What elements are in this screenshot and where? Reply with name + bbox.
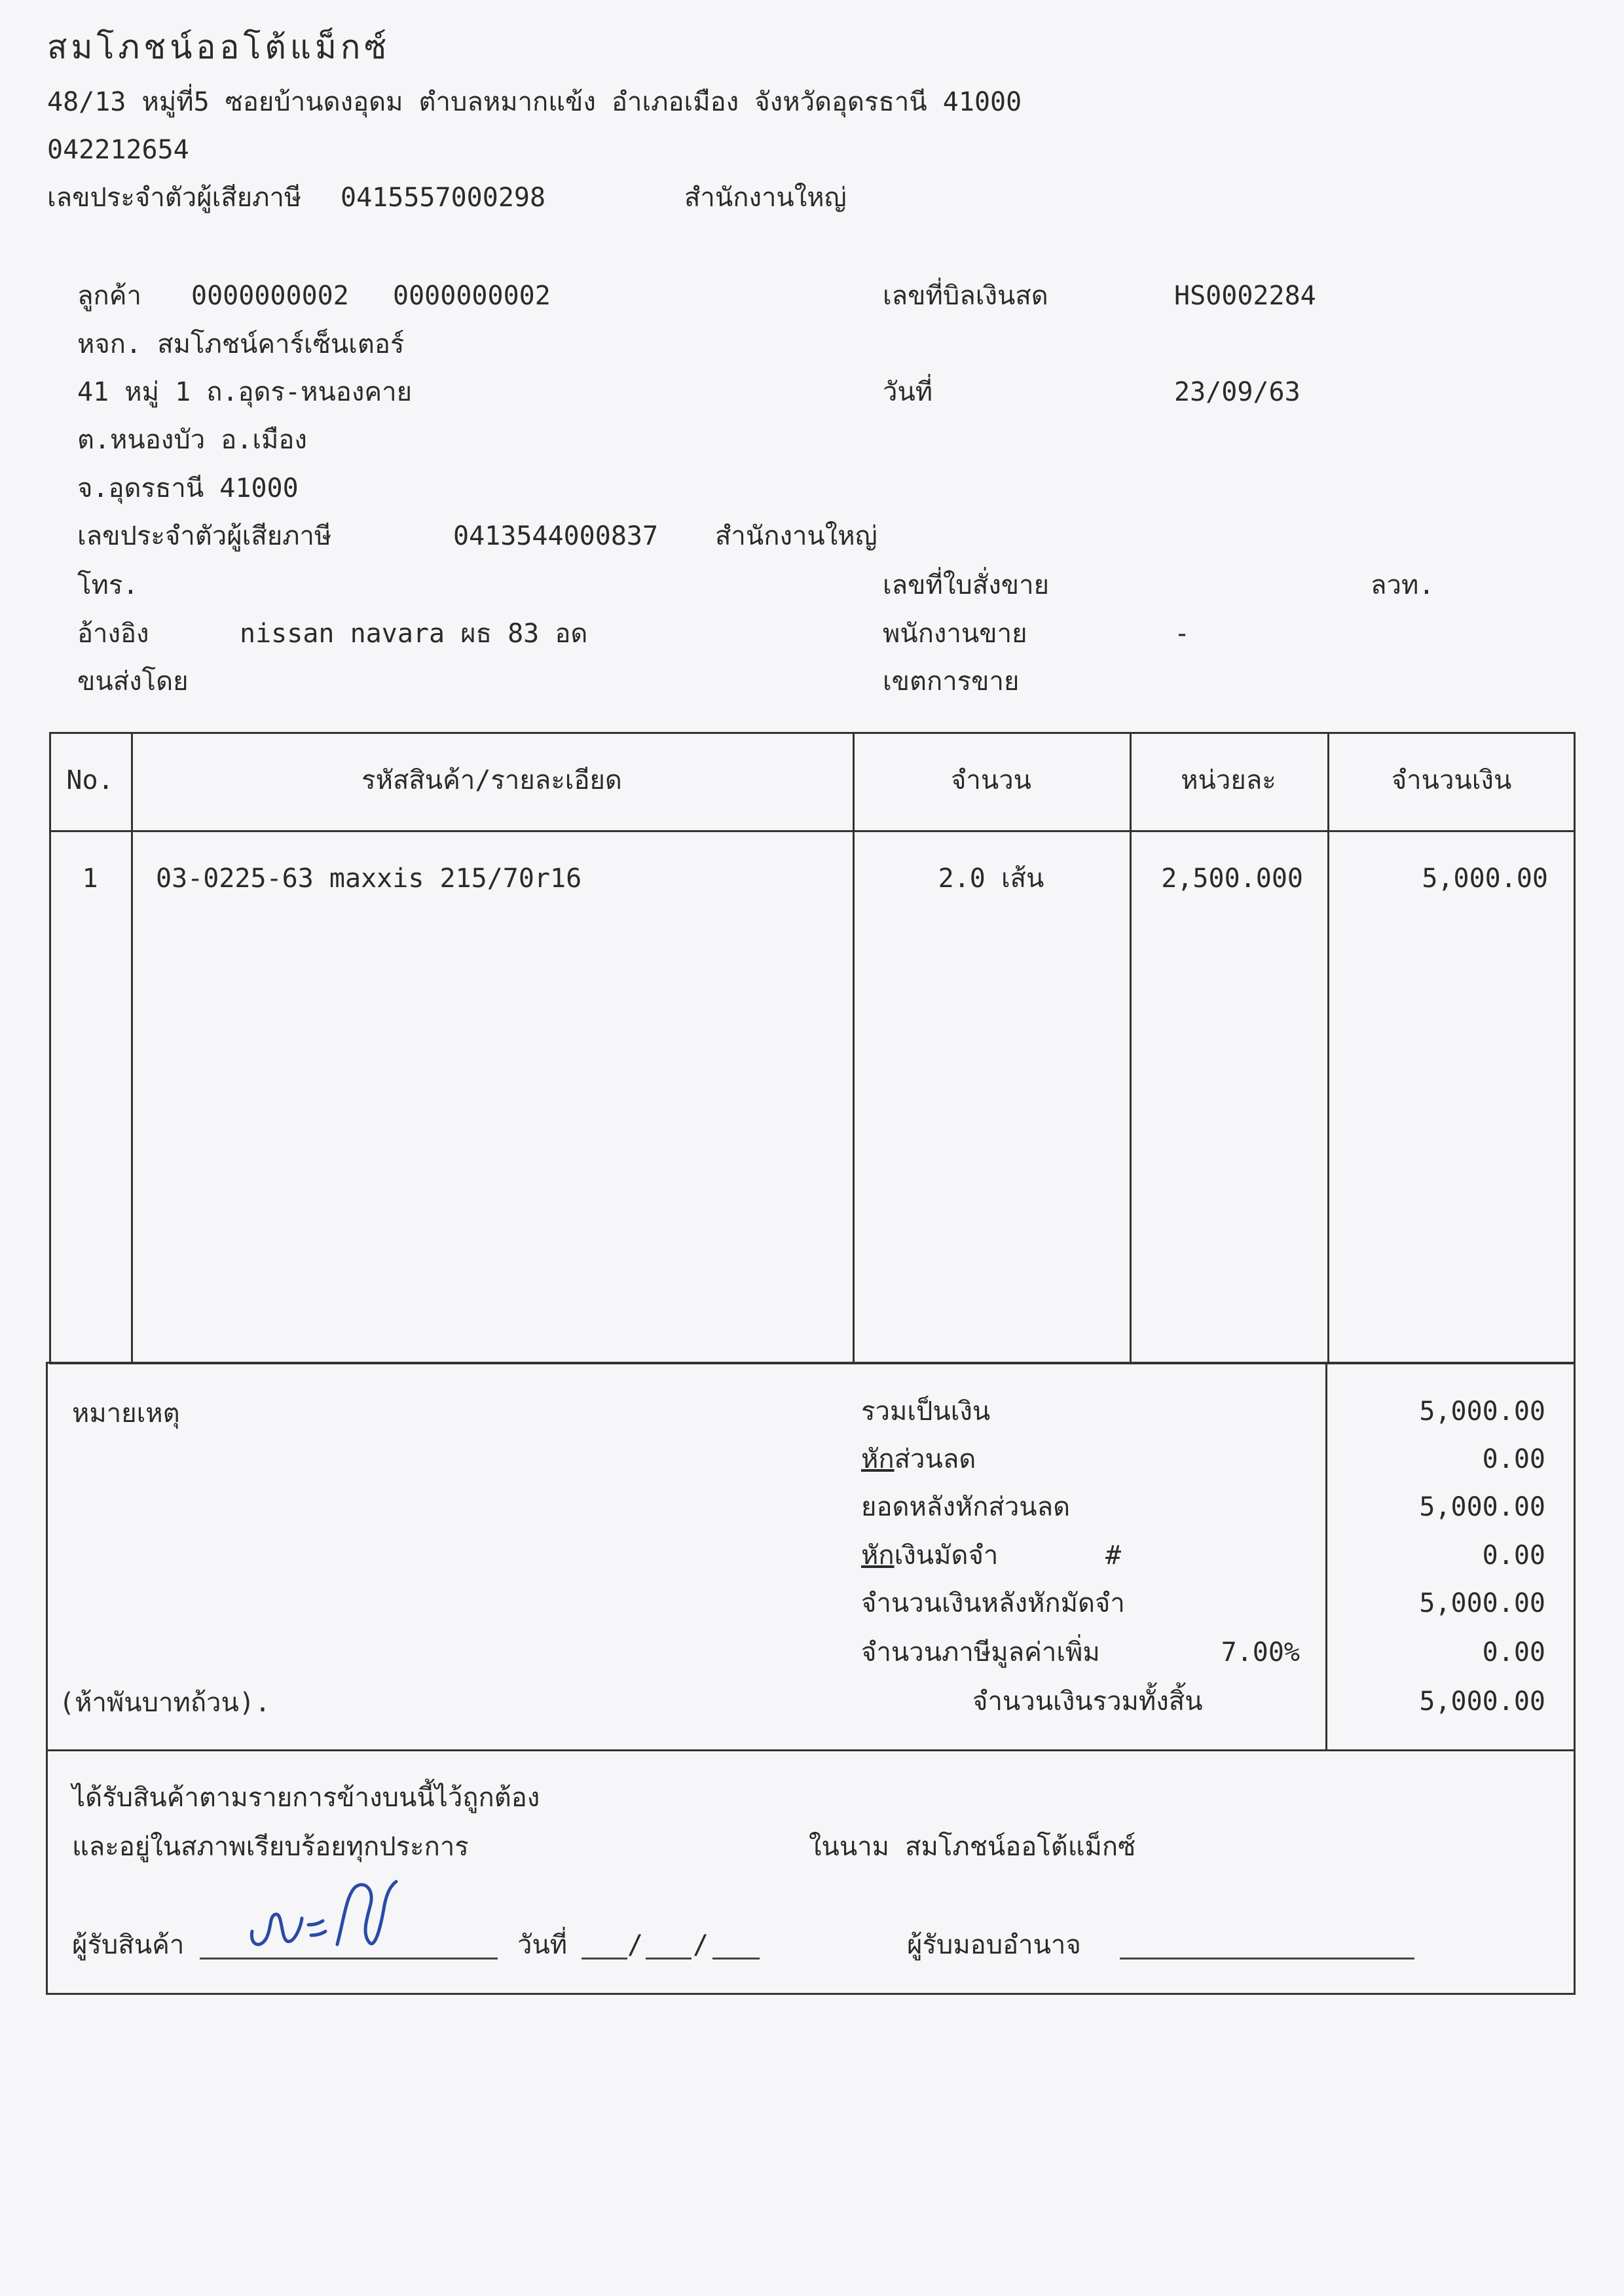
company-tax-id: 0415557000298 [341,183,546,213]
receive-date-sep-2: / [693,1930,709,1960]
customer-address-1: 41 หมู่ 1 ถ.อุดร-หนองคาย [77,377,413,407]
customer-name: หจก. สมโภชน์คาร์เซ็นเตอร์ [77,329,405,359]
on-behalf: ในนาม สมโภชน์ออโต้แม็กซ์ [809,1832,1136,1862]
received-line-1: ได้รับสินค้าตามรายการข้างบนนี้ไว้ถูกต้อง [72,1783,540,1813]
deposit-label-rest: เงินมัดจำ [894,1540,999,1571]
after-deposit-value: 5,000.00 [1419,1588,1545,1618]
customer-branch: สำนักงานใหญ่ [715,521,877,551]
discount-value: 0.00 [1482,1444,1545,1474]
discount-label-rest: ส่วนลด [894,1444,976,1474]
customer-address-3: จ.อุดรธานี 41000 [77,473,299,503]
receiver-signature-line [200,1958,498,1959]
discount-label-prefix: หัก [861,1444,895,1474]
receiver-label: ผู้รับสินค้า [72,1930,185,1960]
date-label: วันที่ [883,377,933,407]
header-qty: จำนวน [950,765,1032,795]
header-no: No. [66,765,114,795]
header-item: รหัสสินค้า/รายละเอียด [361,765,622,795]
items-table [49,732,1576,1364]
row-1-item: 03-0225-63 maxxis 215/70r16 [156,864,582,894]
invoice-date: 23/09/63 [1174,377,1301,407]
deposit-mark: # [1105,1540,1122,1571]
receive-date-day-blank [581,1958,627,1959]
company-tax-id-label: เลขประจำตัวผู้เสียภาษี [47,183,302,213]
deposit-value: 0.00 [1482,1540,1545,1571]
deposit-label [861,1540,998,1571]
salesperson-label: พนักงานขาย [883,619,1027,649]
company-address: 48/13 หมู่ที่5 ซอยบ้านดงอุดม ตำบลหมากแข้ง อำเภอเมือง จังหวัดอุดรธานี 41000 [47,87,1022,117]
deposit-label-prefix: หัก [861,1540,895,1571]
grand-total-label: จำนวนเงินรวมทั้งสิ้น [972,1686,1203,1717]
customer-phone-label: โทร. [77,570,139,600]
bill-no-label: เลขที่บิลเงินสด [883,281,1048,311]
order-no-suffix: ลวท. [1371,570,1435,600]
customer-tax-id-label: เลขประจำตัวผู้เสียภาษี [77,521,332,551]
customer-code-1: 0000000002 [191,281,349,311]
customer-label: ลูกค้า [77,281,141,311]
customer-address-2: ต.หนองบัว อ.เมือง [77,425,307,455]
reference-label: อ้างอิง [77,619,149,649]
received-line-2: และอยู่ในสภาพเรียบร้อยทุกประการ [72,1832,469,1862]
receive-date-label: วันที่ [517,1930,568,1960]
table-header-divider [49,830,1576,832]
salesperson-value: - [1174,619,1190,649]
subtotal-value: 5,000.00 [1419,1396,1545,1427]
row-1-no: 1 [82,864,98,894]
company-name: สมโภชน์ออโต้แม็กซ์ [47,28,391,66]
header-unit-price: หน่วยละ [1181,765,1276,795]
after-discount-label: ยอดหลังหักส่วนลด [861,1492,1071,1522]
vat-value: 0.00 [1482,1637,1545,1667]
table-col-divider-3 [1130,732,1132,1364]
customer-tax-id: 0413544000837 [453,521,659,551]
vat-rate: 7.00% [1221,1637,1300,1667]
bill-no: HS0002284 [1174,281,1316,311]
table-col-divider-4 [1327,732,1329,1364]
customer-code-2: 0000000002 [393,281,551,311]
receive-date-month-blank [646,1958,692,1959]
subtotal-label: รวมเป็นเงิน [861,1396,991,1427]
company-branch: สำนักงานใหญ่ [684,183,847,213]
row-1-unit-price: 2,500.000 [1161,864,1303,894]
receiver-signature [246,1872,403,1958]
row-1-qty: 2.0 เส้น [938,864,1044,894]
discount-label [861,1444,976,1475]
summary-col-divider [1325,1362,1327,1751]
amount-in-words: (ห้าพันบาทถ้วน). [59,1688,271,1718]
after-discount-value: 5,000.00 [1419,1492,1545,1522]
authorized-label: ผู้รับมอบอำนาจ [907,1930,1081,1960]
table-col-divider-2 [853,732,855,1364]
table-col-divider-1 [131,732,133,1364]
row-1-amount: 5,000.00 [1422,864,1548,894]
vat-label: จำนวนภาษีมูลค่าเพิ่ม [861,1637,1100,1667]
sales-area-label: เขตการขาย [883,666,1020,697]
shipped-by-label: ขนส่งโดย [77,666,189,697]
order-no-label: เลขที่ใบสั่งขาย [883,570,1050,600]
company-phone: 042212654 [47,135,189,165]
after-deposit-label: จำนวนเงินหลังหักมัดจำ [861,1588,1125,1618]
authorized-signature-line [1120,1958,1414,1959]
remark-label: หมายเหตุ [72,1398,180,1429]
reference-value: nissan navara ผธ 83 อด [240,619,588,649]
receive-date-year-blank [712,1958,760,1959]
header-amount: จำนวนเงิน [1391,765,1512,795]
receive-date-sep-1: / [627,1930,644,1960]
grand-total-value: 5,000.00 [1419,1686,1545,1717]
